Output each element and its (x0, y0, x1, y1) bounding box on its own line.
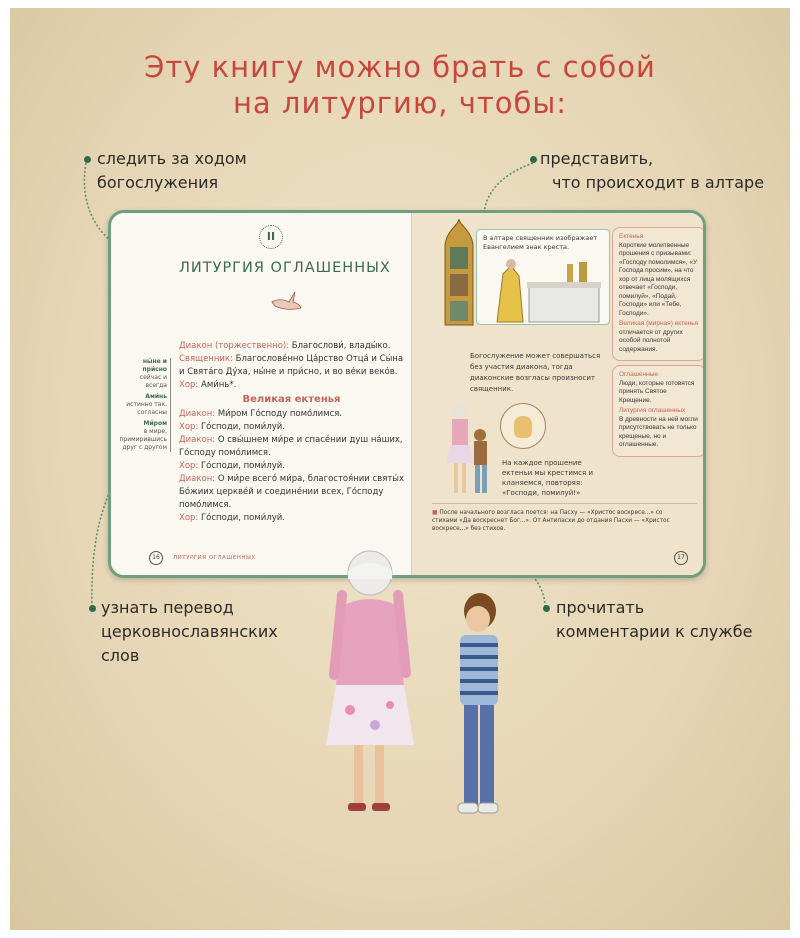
liturgy-text (179, 340, 404, 525)
callout-text: представить, (540, 149, 654, 168)
footnote-marker-icon: ■ (432, 510, 440, 516)
chapter-title: ЛИТУРГИЯ ОГЛАШЕННЫХ (179, 260, 391, 276)
iconostasis-illustration (442, 217, 476, 327)
callout-text: узнать перевод (101, 598, 234, 617)
sidebar-definition: Люди, которые готовятся принять Святое Крещение. (619, 379, 695, 404)
crossing-hand-icon (500, 403, 546, 449)
children-illustration (320, 545, 520, 830)
callout-follow (97, 147, 247, 195)
liturgy-line: Го́споди, поми́луй. (201, 513, 286, 523)
bullet-dot-icon (530, 156, 537, 163)
sidebar-definition: В древности на ней могли присутствовать не только крещеные, но и оглашенные. (619, 415, 698, 448)
glossary-margin (119, 358, 171, 452)
role-label: Диакон: (179, 435, 216, 445)
role-label: Священник: (179, 354, 233, 364)
glossary-term: Ами́нь (145, 393, 167, 400)
glossary-meaning: сейчас и всегда (139, 374, 167, 389)
boy-figure (458, 593, 498, 813)
glossary-meaning: в мире, примирившись друг с другом (119, 428, 167, 451)
altar-image-box (476, 229, 610, 325)
liturgy-line: О свы́шнем ми́ре и спасе́нии душ на́ших, Го́споду помо́лимся. (179, 435, 403, 458)
altar-image-caption: В алтаре священник изображает Евангелием знак креста. (483, 234, 598, 251)
sidebar-definition: Короткие молитвенные прошения с призывами: «Господу помолимся», «У Господа просим», на что хор от лица молящихся отвечает «Господи, помилуй», «Подай, Господи» или «Тебе, Господи». (619, 241, 698, 317)
liturgy-line: О ми́ре всего́ ми́ра, благостоя́нии святы́х Бо́жиих церкве́й и соедине́нии всех, Го́споду помо́лимся. (179, 474, 405, 510)
role-label: Хор: (179, 422, 199, 432)
liturgy-line: Ми́ром Го́споду помо́лимся. (217, 409, 343, 419)
callout-text: что происходит в алтаре (552, 173, 765, 192)
sidebar-ektenya (612, 227, 706, 361)
praying-children-illustration (444, 401, 504, 501)
body-text-deacon: Богослужение может совершаться без участия диакона, тогда диаконские возгласы произносит священник. (470, 352, 601, 393)
bullet-dot-icon (89, 605, 96, 612)
liturgy-line: Ами́нь*. (201, 380, 237, 390)
callout-text: прочитать (556, 598, 645, 617)
running-title: ЛИТУРГИЯ ОГЛАШЕННЫХ (173, 555, 256, 561)
sidebar-term: Оглашенные (619, 371, 658, 378)
role-label: Хор: (179, 461, 199, 471)
sidebar-definition: отличается от других особой полнотой содержания. (619, 328, 683, 353)
left-page (111, 213, 411, 575)
sidebar-column (612, 227, 706, 457)
sidebar-term: Великая (мирная) ектенья (619, 320, 699, 327)
chapter-numeral: II (259, 225, 283, 249)
footnote-divider (432, 503, 697, 504)
litany-subheading: Великая ектенья (242, 394, 341, 405)
right-page (411, 213, 706, 575)
liturgy-line: Го́споди, поми́луй. (201, 461, 286, 471)
bullet-dot-icon (84, 156, 91, 163)
callout-text: слов (101, 646, 140, 665)
glossary-meaning: истинно так, согласны (126, 401, 167, 416)
glossary-term: ны́не и при́сно (142, 358, 167, 373)
role-label: Диакон: (179, 409, 216, 419)
girl-figure (326, 551, 414, 811)
sidebar-oglashennye (612, 365, 706, 457)
book-spread (108, 210, 706, 578)
role-label: Хор: (179, 380, 199, 390)
callout-translate (101, 596, 278, 668)
role-label: Хор: (179, 513, 199, 523)
liturgy-line: Благослови́, влады́ко. (291, 341, 391, 351)
body-text-crossing: На каждое прошение ектеньи мы крестимся и кланяемся, повторяя: «Господи, помилуй!» (502, 459, 593, 497)
callout-text: церковнославянских (101, 622, 278, 641)
bullet-dot-icon (543, 605, 550, 612)
role-label: Диакон (торжественно): (179, 341, 290, 351)
headline-line-1: Эту книгу можно брать с собой (144, 50, 656, 84)
sidebar-term: Литургия оглашенных (619, 407, 686, 414)
footnote (432, 509, 682, 533)
altar-illustration (483, 254, 608, 324)
callout-imagine (540, 147, 764, 195)
glossary-term: Ми́ром (143, 420, 167, 427)
sidebar-term: Ектенья (619, 233, 644, 240)
page-number-left: 16 (149, 551, 163, 565)
callout-read (556, 596, 752, 644)
callout-text: следить за ходом (97, 149, 247, 168)
liturgy-line: Го́споди, поми́луй. (201, 422, 286, 432)
headline-line-2: на литургию, чтобы: (232, 86, 568, 120)
liturgy-line: Благослове́нно Ца́рство Отца́ и Сы́на и Свята́го Ду́ха, ны́не и при́сно, и во ве́ки веко́в. (179, 354, 404, 377)
footnote-text: После начального возгласа поется: на Пасху — «Христос воскресе...» со стихами «Да воскреснет Бог...». От Антипасхи до отдания Пасхи — «Христос воскресе...» без стихов. (432, 510, 670, 532)
dove-icon (269, 288, 303, 314)
callout-text: комментарии к службе (556, 622, 753, 641)
role-label: Диакон: (179, 474, 216, 484)
callout-text: богослужения (97, 173, 219, 192)
page-number-right: 17 (674, 551, 688, 565)
